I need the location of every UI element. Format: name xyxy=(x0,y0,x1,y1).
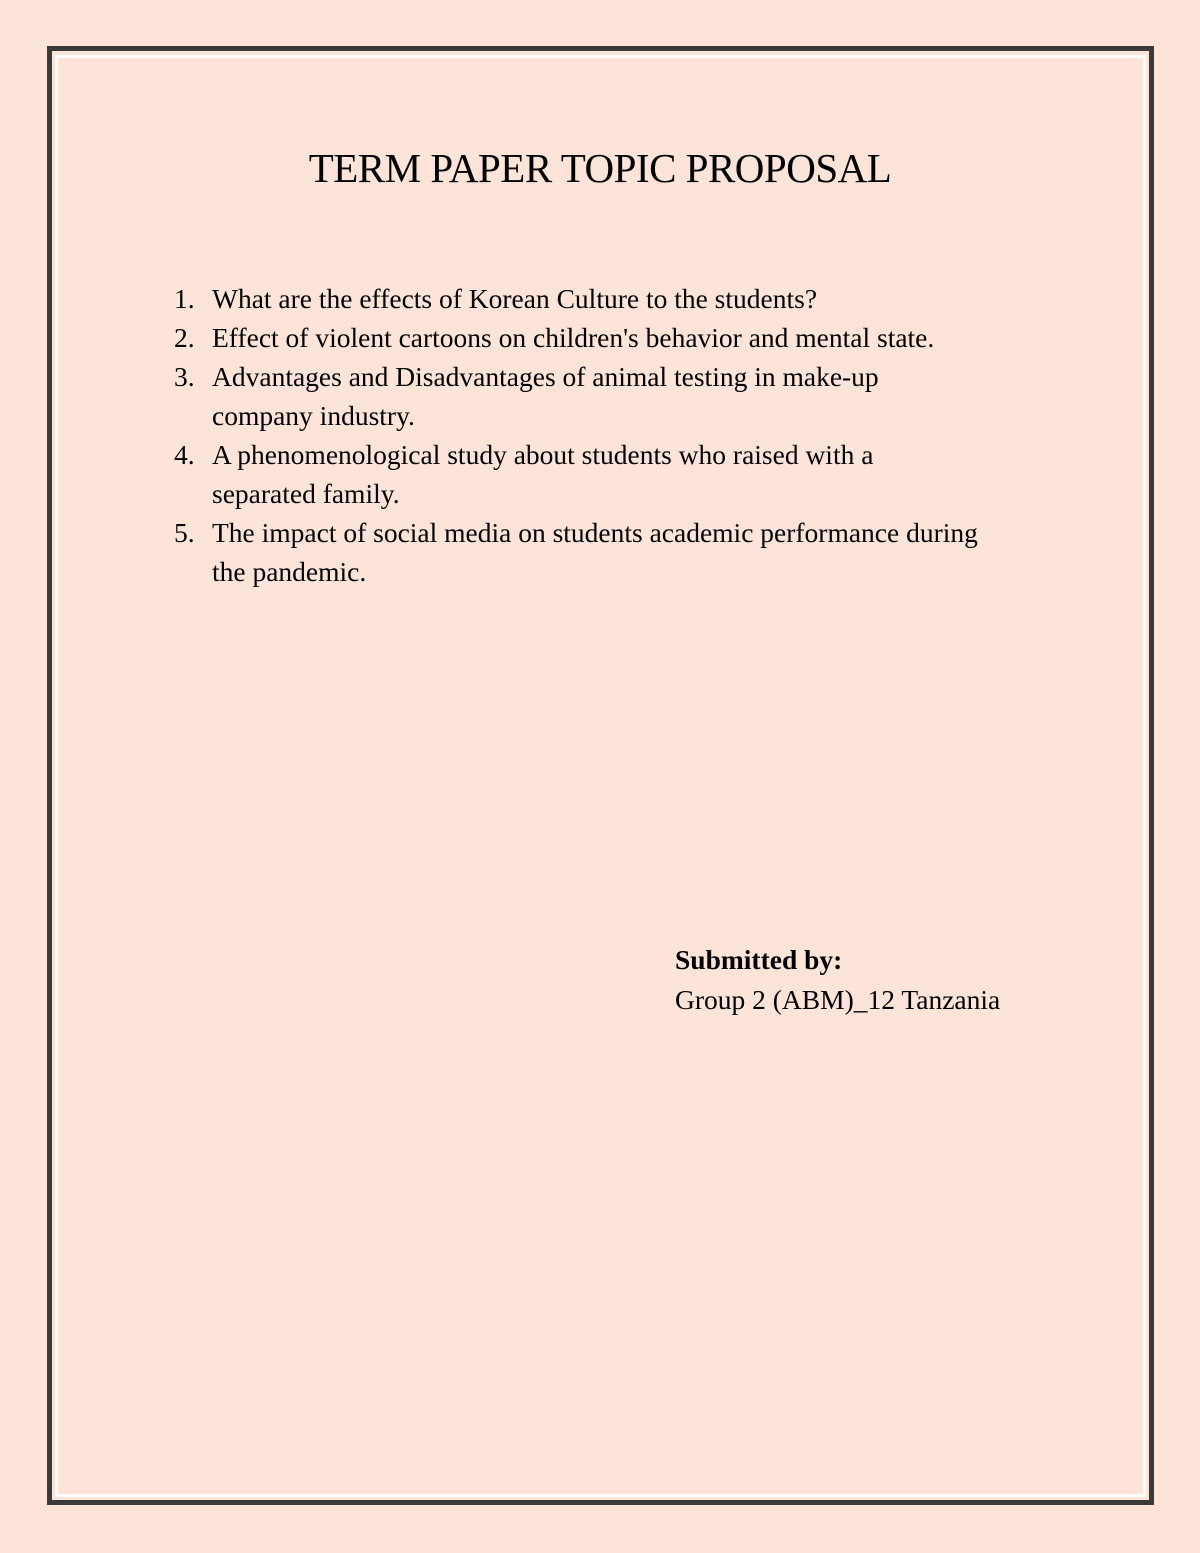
list-item-number: 1. xyxy=(174,283,195,314)
submitted-by-name: Group 2 (ABM)_12 Tanzania xyxy=(675,984,1001,1015)
list-item xyxy=(174,279,1054,318)
list-item-number: 4. xyxy=(174,439,195,470)
list-item-number: 5. xyxy=(174,517,195,548)
topic-list xyxy=(174,279,1054,591)
document-title: TERM PAPER TOPIC PROPOSAL xyxy=(308,145,892,191)
list-item xyxy=(174,435,1054,513)
list-item xyxy=(174,357,1054,435)
submitted-by-label: Submitted by: xyxy=(675,944,843,975)
list-item-text: Effect of violent cartoons on children's behavior and mental state. xyxy=(212,322,935,353)
list-item-text: A phenomenological study about students who raised with a separated family. xyxy=(212,439,874,509)
list-item-number: 3. xyxy=(174,361,195,392)
list-item-number: 2. xyxy=(174,322,195,353)
list-item-text: The impact of social media on students academic performance during the pandemic. xyxy=(212,517,978,587)
list-item-text: What are the effects of Korean Culture to the students? xyxy=(212,283,818,314)
list-item xyxy=(174,513,1054,591)
list-item xyxy=(174,318,1054,357)
list-item-text: Advantages and Disadvantages of animal testing in make-up company industry. xyxy=(212,361,879,431)
submitted-block xyxy=(675,940,1000,1020)
page-border-inner xyxy=(55,55,1146,1497)
